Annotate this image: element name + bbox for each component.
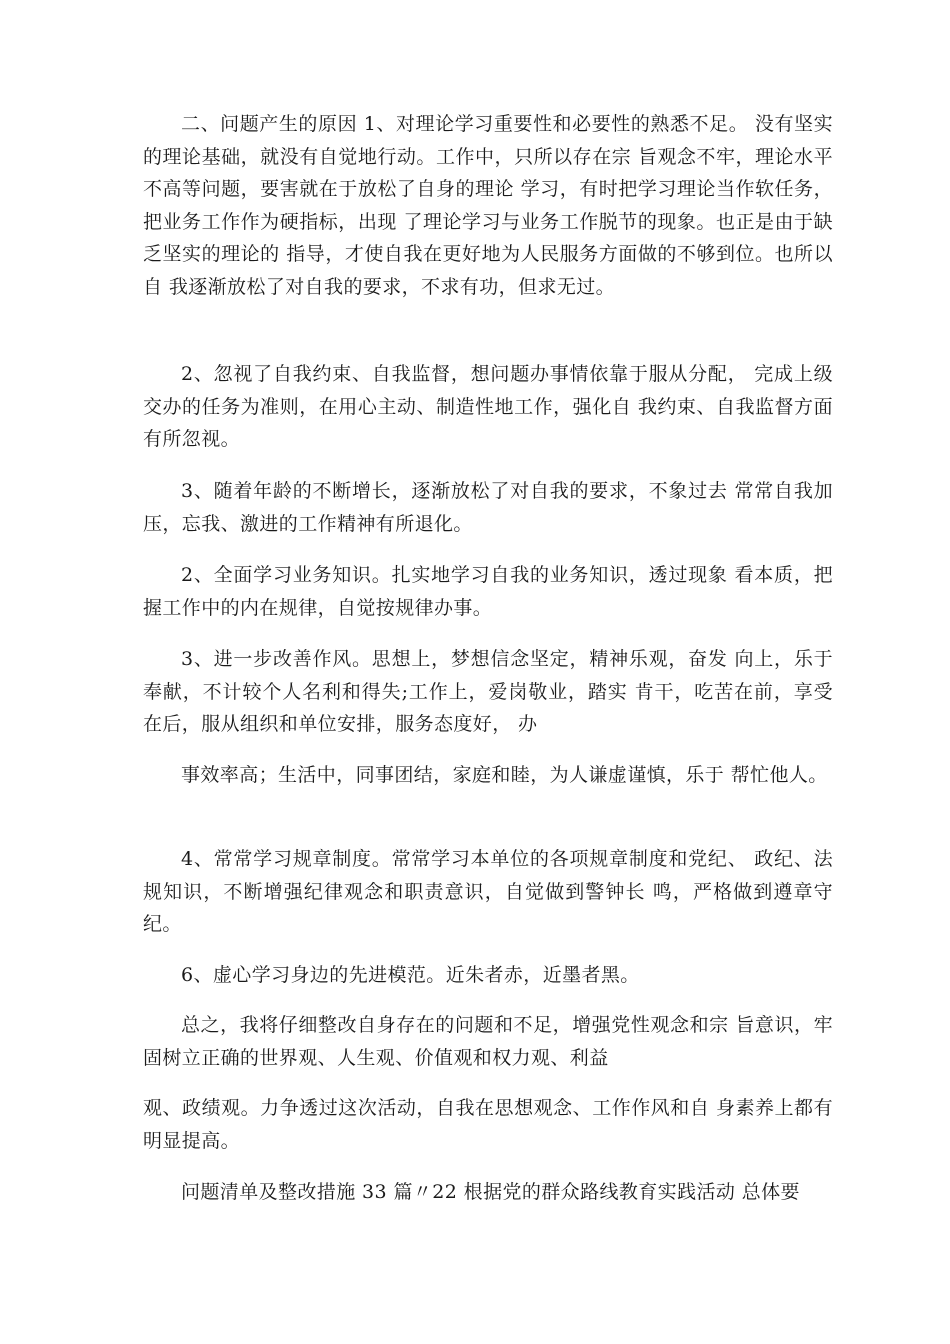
- paragraph-summary-continued: 观、政绩观。力争透过这次活动，自我在思想观念、工作作风和自 身素养上都有明显提高。: [143, 1097, 833, 1152]
- paragraph-role-models: 6、虚心学习身边的先进模范。近朱者赤，近墨者黑。: [181, 964, 640, 986]
- paragraph-efficiency: 事效率高；生活中，同事团结，家庭和睦，为人谦虚谨慎，乐于 帮忙他人。: [181, 764, 828, 786]
- paragraph-summary: 总之，我将仔细整改自身存在的问题和不足，增强党性观念和宗 旨意识，牢固树立正确的世界观、人生观、价值观和权力观、利益: [143, 1014, 833, 1069]
- paragraph-business-knowledge: 2、全面学习业务知识。扎实地学习自我的业务知识，透过现象 看本质，把握工作中的内在规律，自觉按规律办事。: [143, 564, 833, 619]
- paragraph-self-discipline: 2、忽视了自我约束、自我监督，想问题办事情依靠于服从分配， 完成上级交办的任务为准则，在用心主动、制造性地工作，强化自 我约束、自我监督方面有所忽视。: [143, 363, 833, 450]
- paragraph-next-section: 问题清单及整改措施 33 篇〃22 根据党的群众路线教育实践活动 总体要: [181, 1181, 800, 1203]
- paragraph-improve-style: 3、进一步改善作风。思想上，梦想信念坚定，精神乐观，奋发 向上，乐于奉献，不计较个人名利和得失;工作上，爱岗敬业，踏实 肯干，吃苦在前，享受在后，服从组织和单位安排，服务态度好， 办: [143, 648, 833, 735]
- paragraph-age-factor: 3、随着年龄的不断增长，逐渐放松了对自我的要求，不象过去 常常自我加压，忘我、激进的工作精神有所退化。: [143, 480, 833, 535]
- paragraph-causes-intro: 二、问题产生的原因 1、对理论学习重要性和必要性的熟悉不足。 没有坚实的理论基础，就没有自觉地行动。工作中，只所以存在宗 旨观念不牢，理论水平不高等问题，要害就在于放松了自身的理论 学习，有时把学习理论当作软任务，把业务工作作为硬指标，出现 了理论学习与业务工作脱节的现象。也正是由于缺乏坚实的理论的 指导，才使自我在更好地为人民服务方面做的不够到位。也所以自 我逐渐放松了对自我的要求，不求有功，但求无过。: [143, 113, 833, 298]
- paragraph-regulations: 4、常常学习规章制度。常常学习本单位的各项规章制度和党纪、 政纪、法规知识，不断增强纪律观念和职责意识，自觉做到警钟长 鸣，严格做到遵章守纪。: [143, 848, 833, 935]
